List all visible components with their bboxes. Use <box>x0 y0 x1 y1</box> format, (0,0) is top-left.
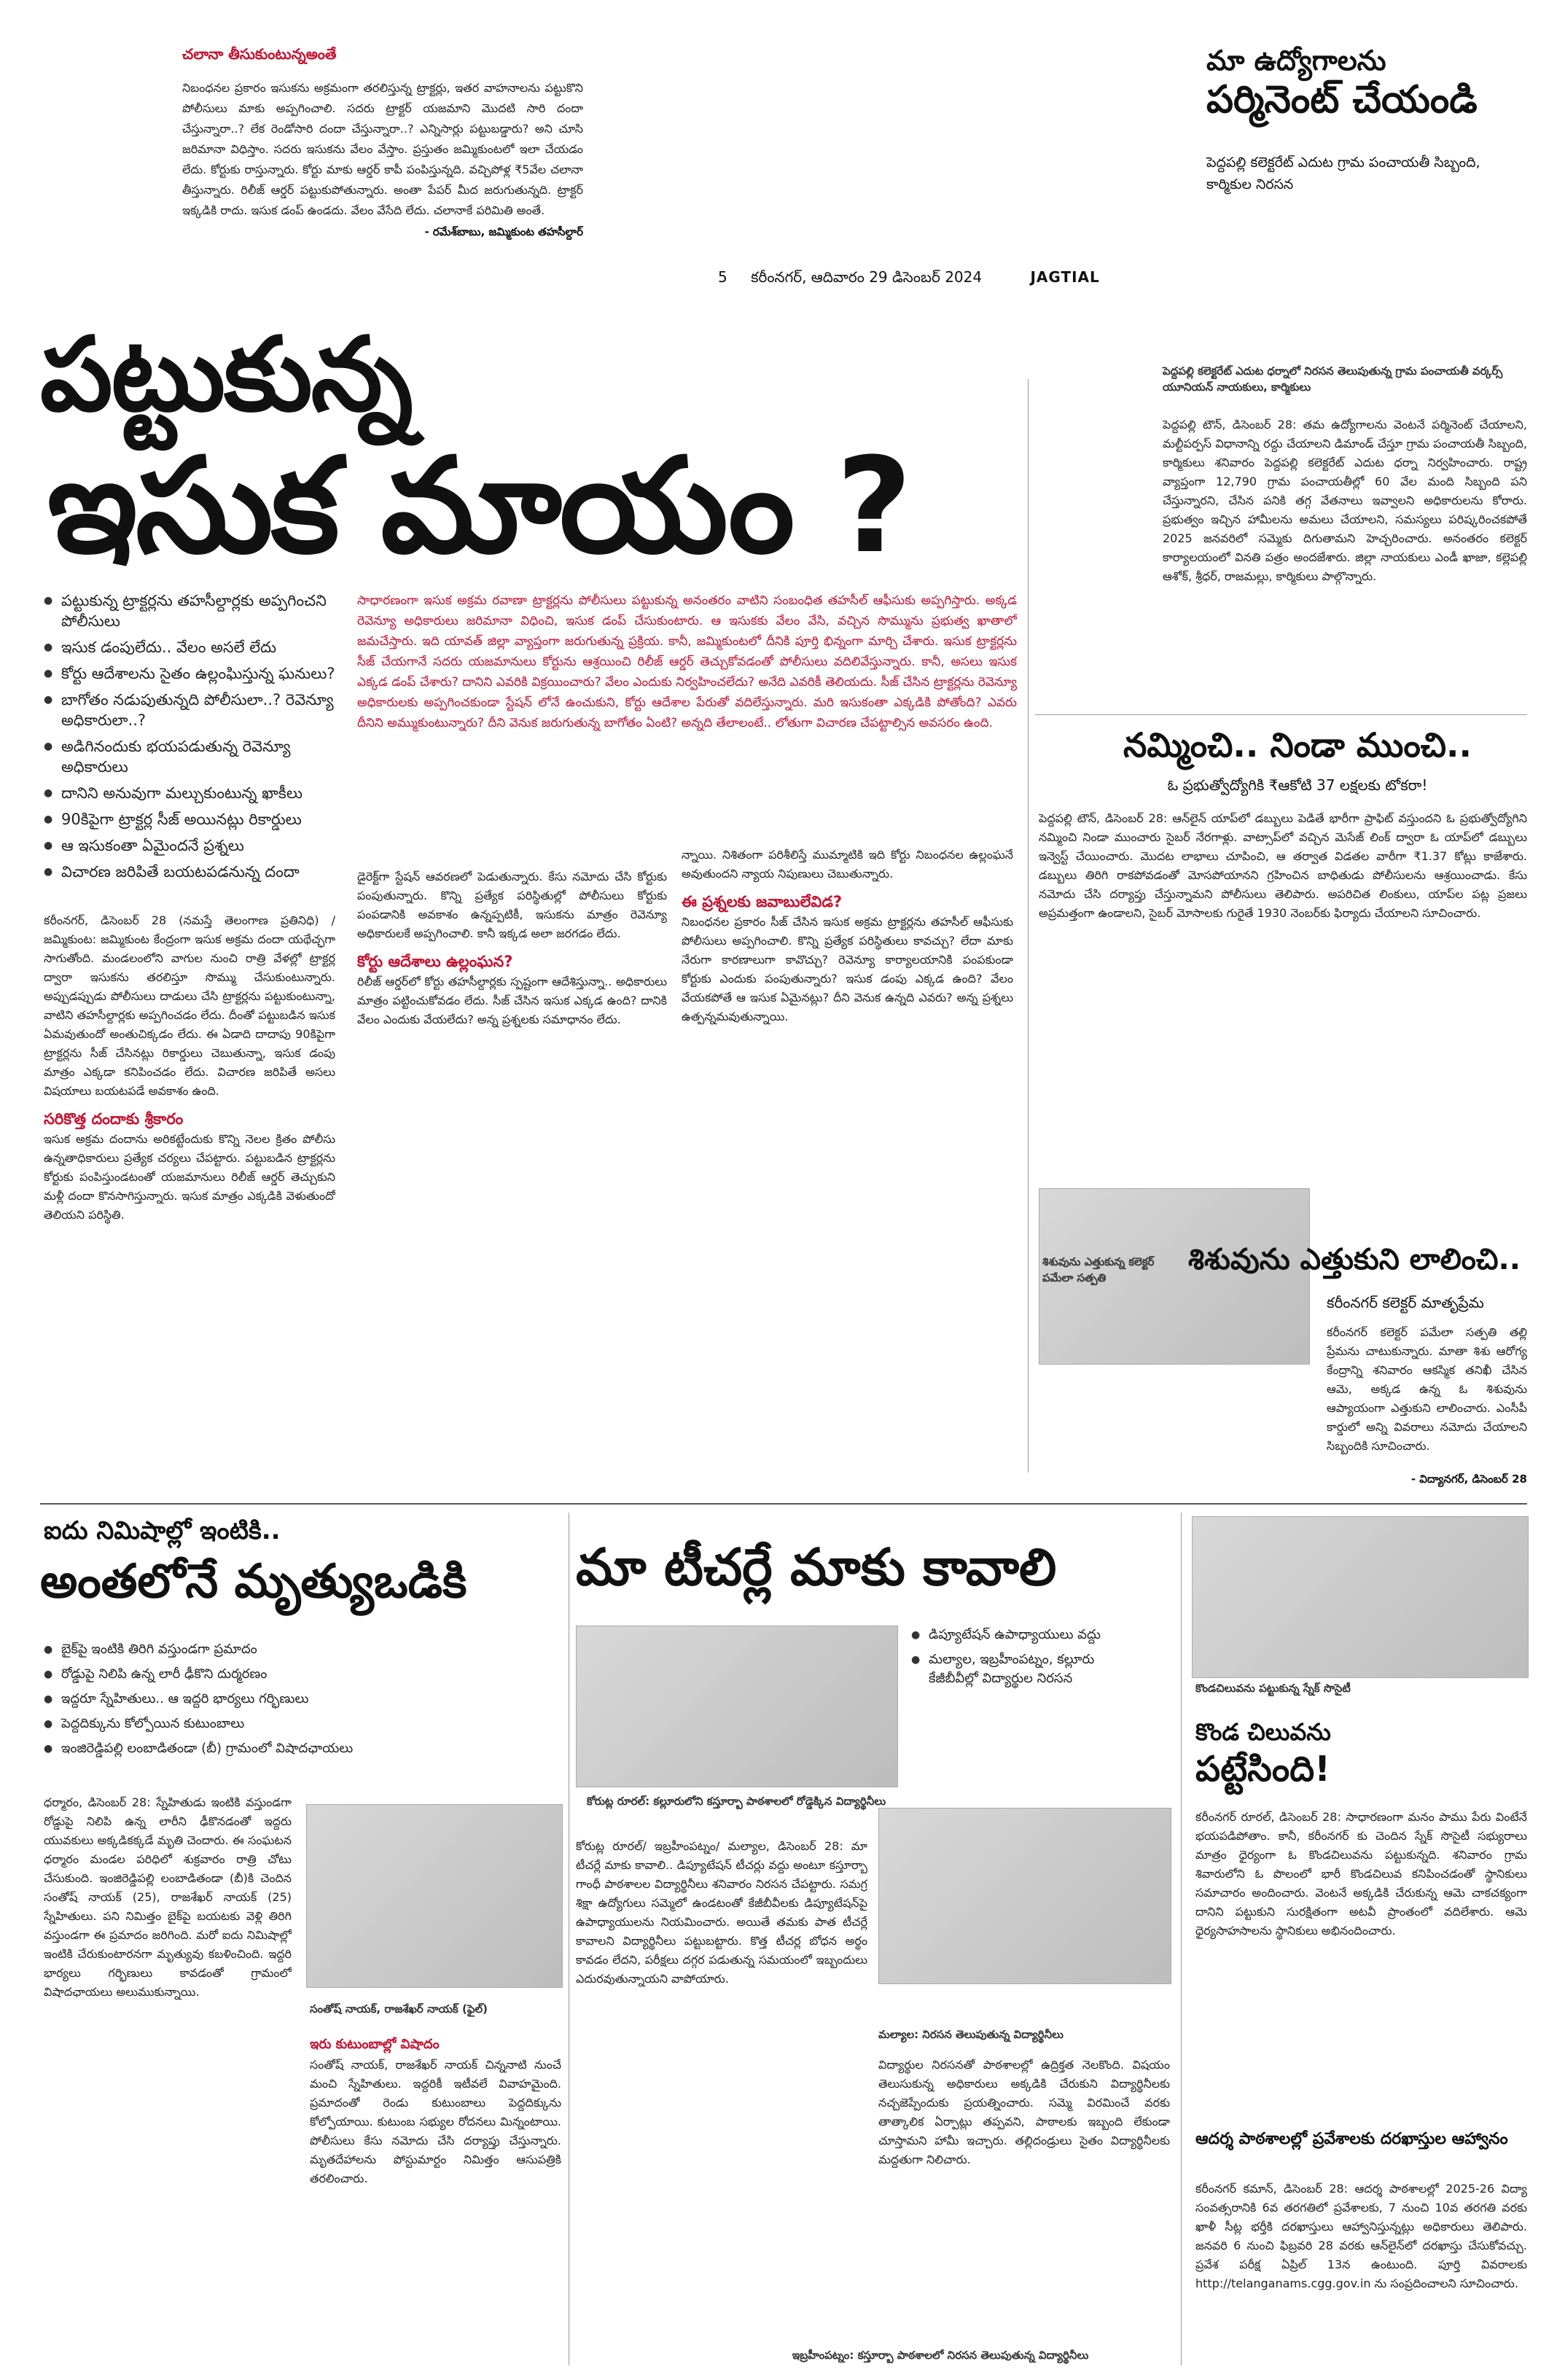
bullet: ● ఇద్దరూ స్నేహితులు.. ఆ ఇద్దరి భార్యలు గర్భిణులు <box>44 1690 561 1709</box>
photo-caption: కొండచిలువను పట్టుకున్న స్నేక్ సొసైటీ <box>1195 1682 1351 1695</box>
namminchi-body: పెద్దపల్లి టౌన్, డిసెంబర్ 28: ఆన్‌లైన్ యాప్‌లో డబ్బులు పెడితే భారీగా ప్రాఫిట్ వస్తుందని ఓ ప్రభుత్వోద్యోగిని నమ్మించి నిండా ముంచారు సైబర్ నేరగాళ్లు. వాట్సాప్‌లో వచ్చిన మెసేజ్ లింక్ ద్వారా ఓ యాప్‌లో డబ్బులు ఇన్వెస్ట్ చేయించారు. మొదట లాభాలు చూపించి, ఆ తర్వాత విడతల వారీగా ₹1.37 కోట్లు కాజేశారు. డబ్బులు తిరిగి రాకపోవడంతో మోసపోయానని గ్రహించిన బాధితుడు పోలీసులను ఆశ్రయించాడు. కేసు నమోదు చేసి దర్యాప్తు చేస్తున్నామని పోలీసులు తెలిపారు. అపరిచిత లింకులు, యాప్‌ల పట్ల ప్రజలు అప్రమత్తంగా ఉండాలని, సైబర్ మోసాలకు గురైతే 1930 నెంబర్‌కు ఫిర్యాదు చేయాలని సూచించారు. <box>1039 811 1527 920</box>
column-text: నిబంధనల ప్రకారం సీజ్ చేసిన ఇసుక అక్రమ ట్రాక్టర్లను తహసీల్ ఆఫీసుకు పోలీసులు అప్పగించాలి. కొన్ని ప్రత్యేక పరిస్థితులు కావచ్చు? లేదా మాకు నేరుగా కారణాలుగా కావొచ్చు? రెవెన్యూ కార్యాలయానికి పంపకుండా కోర్టుకు ఎందుకు పంపుతున్నారు? ఇసుక డంపు ఎక్కడ ఉంది? వేలం వేయకపోతే ఆ ఇసుక ఏమైనట్లు? దీని వెనుక ఉన్నది ఎవరు? అన్న ప్రశ్నలు ఉత్పన్నమవుతున్నాయి. <box>682 915 1013 1023</box>
headline-line-1: కొండ చిలువను <box>1195 1718 1331 1746</box>
bullet: ● బైక్‌పై ఇంటికి తిరిగి వస్తుండగా ప్రమాదం <box>44 1640 561 1659</box>
subhead: సరికొత్త దందాకు శ్రీకారం <box>44 1110 184 1128</box>
victims-photo <box>306 1804 563 1988</box>
photo-caption: సంతోష్ నాయక్, రాజశేఖర్ నాయక్ (ఫైల్) <box>310 2002 488 2016</box>
bullet: ● పెద్దదిక్కును కోల్పోయిన కుటుంబాలు <box>44 1714 561 1733</box>
main-bullets <box>44 590 335 888</box>
headline-line-1: మా ఉద్యోగాలను <box>1206 44 1386 77</box>
bullet: ● విచారణ జరిపితే బయటపడనున్న దందా <box>44 862 335 882</box>
bullet: ● ఆ ఇసుకంతా ఏమైందనే ప్రశ్నలు <box>44 835 335 856</box>
bullet: ● ఇంజిరెడ్డిపల్లి లంబాడితండా (బీ) గ్రామంలో విషాదఛాయలు <box>44 1739 561 1758</box>
bullet: ● పట్టుకున్న ట్రాక్టర్లను తహసీల్దార్లకు అప్పగించని పోలీసులు <box>44 590 335 631</box>
signature: - విద్యానగర్, డిసెంబర్ 28 <box>1410 1472 1527 1486</box>
top-left-quote-box <box>153 45 583 241</box>
signature: - రమేశ్‌బాబు, జమ్మికుంట తహసీల్దార్ <box>424 225 583 238</box>
sishuvu-headline: శిశువును ఎత్తుకుని లాలించి.. <box>1188 1243 1521 1276</box>
photo-caption: శిశువును ఎత్తుకున్న కలెక్టర్ పమేలా సత్పతి <box>1042 1255 1155 1284</box>
students-photo-2 <box>878 1808 1171 1984</box>
main-column-c <box>682 846 1013 1472</box>
teachers-bullets <box>911 1626 1130 1694</box>
photo-caption: మల్యాల: నిరసన తెలుపుతున్న విద్యార్థినీలు <box>878 2028 1064 2041</box>
accident-headline: అంతలోనే మృత్యుఒడికి <box>40 1555 467 1609</box>
accident-kicker: ఐదు నిమిషాల్లో ఇంటికి.. <box>44 1516 281 1545</box>
column-text: ఇసుక అక్రమ దందాను అరికట్టేందుకు కొన్ని నెలల క్రితం పోలీసు ఉన్నతాధికారులు ప్రత్యేక చర్యలు చేపట్టారు. పట్టుబడిన ట్రాక్టర్లను కోర్టుకు పంపిస్తుండటంతో యజమానులు రిలీజ్ ఆర్డర్ తెచ్చుకుని మళ్లీ దందా కొనసాగిస్తున్నారు. ఇసుక మాత్రం ఎక్కడికి వెళుతుందో తెలియని పరిస్థితి. <box>44 1132 335 1222</box>
bullet: ● ఇసుక డంపులేదు.. వేలం అసలే లేదు <box>44 637 335 658</box>
sishuvu-body: కరీంనగర్ కలెక్టర్ పమేలా సత్పతి తల్లి ప్రేమను చాటుకున్నారు. మాతా శిశు ఆరోగ్య కేంద్రాన్ని శనివారం ఆకస్మిక తనిఖీ చేసిన ఆమె, అక్కడ ఉన్న ఓ శిశువును ఆప్యాయంగా ఎత్తుకుని లాలించారు. ఎంసీపీ కార్డులో అన్ని వివరాలు నమోదు చేయాలని సిబ్బందికి సూచించారు. <box>1327 1325 1527 1453</box>
main-column-a <box>44 911 335 1472</box>
adarsha-headline: ఆదర్శ పాఠశాలల్లో ప్రవేశాలకు దరఖాస్తుల ఆహ్వానం <box>1195 2130 1508 2148</box>
headline-big: ఇసుక మాయం ? <box>47 430 910 582</box>
accident-body: ధర్మారం, డిసెంబర్ 28: స్నేహితుడు ఇంటికి వస్తుండగా రోడ్డుపై నిలిపి ఉన్న లారీని ఢీకొనడంతో ఇద్దరు యువకులు అక్కడికక్కడే మృతి చెందారు. ఈ సంఘటన ధర్మారం మండల పరిధిలో శుక్రవారం రాత్రి చోటు చేసుకుంది. ఇంజిరెడ్డిపల్లి లంబాడితండా (బీ)కి చెందిన సంతోష్ నాయక్ (25), రాజశేఖర్ నాయక్ (25) స్నేహితులు. పని నిమిత్తం బైక్‌పై బయటకు వెళ్లి తిరిగి వస్తుండగా ఈ ప్రమాదం జరిగింది. మరో ఐదు నిమిషాల్లో ఇంటికి చేరుకుంటారనగా మృత్యువు కబళించింది. ఇద్దరి భార్యలు గర్భిణులు కావడంతో గ్రామంలో విషాదఛాయలు అలుముకున్నాయి. <box>44 1795 292 1999</box>
column-text: కరీంనగర్, డిసెంబర్ 28 (నమస్తే తెలంగాణ ప్రతినిధి) / జమ్మికుంట: జమ్మికుంట కేంద్రంగా ఇసుక అక్రమ దందా యథేచ్ఛగా సాగుతోంది. మండలంలోని వాగుల నుంచి రాత్రి వేళల్లో ట్రాక్టర్ల ద్వారా ఇసుకను తరలిస్తూ సొమ్ము చేసుకుంటున్నారు. అప్పుడప్పుడు పోలీసులు దాడులు చేసి ట్రాక్టర్లను పట్టుకుంటున్నా, వాటిని తహసీల్దార్లకు అప్పగించడం లేదు. దీంతో పట్టుబడిన ఇసుక ఏమవుతుందో అంతుచిక్కడం లేదు. ఈ ఏడాది దాదాపు 90కిపైగా ట్రాక్టర్లను సీజ్ చేసినట్లు రికార్డులు చెబుతున్నా, ఇసుక డంపు మాత్రం ఎక్కడా కనిపించడం లేదు. విచారణ జరిపితే అసలు విషయాలు బయటపడే అవకాశం ఉంది. <box>44 913 335 1098</box>
headline-small: పట్టుకున్న <box>40 316 412 434</box>
photo-caption: కోరుట్ల రూరల్: కల్లూరులోని కస్తూర్బా పాఠశాలలో రోడ్డెక్కిన విద్యార్థినీలు <box>586 1795 886 1808</box>
subhead: కోర్టు ఆదేశాలు ఉల్లంఘన? <box>357 953 513 970</box>
edition: JAGTIAL <box>1030 268 1100 286</box>
namminchi-headline: నమ్మించి.. నిండా ముంచి.. <box>1123 725 1472 765</box>
bottom-caption: ఇబ్రహీంపట్నం: కస్తూర్బా పాఠశాలలో నిరసన తెలుపుతున్న విద్యార్థినీలు <box>792 2349 1089 2362</box>
main-column-b <box>357 867 667 1472</box>
permanent-story-body: పెద్దపల్లి టౌన్, డిసెంబర్ 28: తమ ఉద్యోగాలను వెంటనే పర్మినెంట్ చేయాలని, మల్టీపర్పస్ విధానాన్ని రద్దు చేయాలని డిమాండ్ చేస్తూ గ్రామ పంచాయతీ సిబ్బంది, కార్మికులు శనివారం పెద్దపల్లి కలెక్టరేట్ ఎదుట ధర్నా నిర్వహించారు. రాష్ట్ర వ్యాప్తంగా 12,790 గ్రామ పంచాయతీల్లో 60 వేల మంది సిబ్బంది పని చేస్తున్నారని, చేసిన పనికి తగ్గ వేతనాలు ఇవ్వాలని అధికారులను కోరారు. ప్రభుత్వం ఇచ్చిన హామీలను అమలు చేయాలని, సమస్యలు పరిష్కరించకపోతే 2025 జనవరిలో సమ్మెకు దిగుతామని హెచ్చరించారు. అనంతరం కలెక్టర్ కార్యాలయంలో వినతి పత్రం అందజేశారు. జిల్లా నాయకులు ఎండీ ఖాజా, కల్లెపల్లి ఆశోక్, శ్రీధర్, రాజమల్లు, కార్మికులు పాల్గొన్నారు. <box>1163 418 1527 583</box>
page-number: 5 <box>718 268 727 286</box>
bullet: ● 90కిపైగా ట్రాక్టర్ల సీజ్ అయినట్లు రికార్డులు <box>44 809 335 830</box>
subhead: ఇరు కుటుంబాల్లో విషాదం <box>310 2037 440 2052</box>
bullet: ● అడిగినందుకు భయపడుతున్న రెవెన్యూ అధికారులు <box>44 736 335 777</box>
bullet: ● దానిని అనువుగా మల్చుకుంటున్న ఖాకీలు <box>44 783 335 803</box>
konda-headline <box>1195 1717 1523 1791</box>
photo-caption: పెద్దపల్లి కలెక్టరేట్ ఎదుట ధర్నాలో నిరసన తెలుపుతున్న గ్రామ పంచాయతీ వర్కర్స్ యూనియన్ నాయకులు, కార్మికులు <box>1163 364 1503 394</box>
kicker: చలానా తీసుకుంటున్నఅంతే <box>182 45 337 63</box>
headline-line-2: పట్టేసింది! <box>1195 1749 1330 1790</box>
red-summary-box: సాధారణంగా ఇసుక అక్రమ రవాణా ట్రాక్టర్లను పోలీసులు పట్టుకున్న అనంతరం వాటిని సంబంధిత తహసీల్ ఆఫీసుకు అప్పగిస్తారు. అక్కడ రెవెన్యూ అధికారులు జరిమానా విధించి, ఇసుక డంప్ చేసుకుంటారు. ఆ ఇసుకకు వేలం వేసి, వచ్చిన సొమ్మును ప్రభుత్వ ఖాతాలో జమచేస్తారు. ఇది యావత్ జిల్లా వ్యాప్తంగా జరుగుతున్న ప్రక్రియ. కానీ, జమ్మికుంటలో దీనికి పూర్తి భిన్నంగా మార్చి చేశారు. ఇసుక ట్రాక్టర్లను సీజ్ చేయగానే సదరు యజమానులు కోర్టును ఆశ్రయించి రిలీజ్ ఆర్డర్ తెచ్చుకోవడంతో పోలీసులు వదిలివేస్తున్నారు. కానీ, అసలు ఇసుక ఎక్కడ డంప్ చేశారు? దానిని ఎవరికి విక్రయించారు? వేలం ఎందుకు నిర్వహించలేదు? అనేది ఎవరికీ తెలియదు. సీజ్ చేసిన ట్రాక్టర్లను రెవెన్యూ అధికారులకు అప్పగించకుండా స్టేషన్ లోనే ఉంచుకుని, కోర్టు ఆదేశాల పేరుతో వదిలేస్తున్నారు. మరి ఇసుకంతా ఎక్కడికి పోతోంది? ఎవరు దీనిని అమ్ముకుంటున్నారు? దీని వెనుక జరుగుతున్న బాగోతం ఏంటి? అన్నది తేలాలంటే.. లోతుగా విచారణ చేపట్టాల్సిన అవసరం ఉంది. <box>357 593 1017 730</box>
deck: పెద్దపల్లి కలెక్టరేట్ ఎదుట గ్రామ పంచాయతీ సిబ్బంది, కార్మికుల నిరసన <box>1206 155 1480 192</box>
accident-body-2: సంతోష్ నాయక్, రాజశేఖర్ నాయక్ చిన్ననాటి నుంచే మంచి స్నేహితులు. ఇద్దరికీ ఇటీవలే వివాహమైంది. ప్రమాదంతో రెండు కుటుంబాలు పెద్దదిక్కును కోల్పోయాయి. కుటుంబ సభ్యుల రోదనలు మిన్నంటాయి. పోలీసులు కేసు నమోదు చేసి దర్యాప్తు చేస్తున్నారు. మృతదేహాలను పోస్టుమార్టం నిమిత్తం ఆసుపత్రికి తరలించారు. <box>310 2058 561 2185</box>
subhead: ఈ ప్రశ్నలకు జవాబులేవిడ? <box>682 893 843 910</box>
dateline: కరీంనగర్, ఆదివారం 29 డిసెంబర్ 2024 <box>751 268 983 286</box>
quote-body: నిబంధనల ప్రకారం ఇసుకను అక్రమంగా తరలిస్తున్న ట్రాక్టర్లు, ఇతర వాహనాలను పట్టుకొని పోలీసులు మాకు అప్పగించాలి. సదరు ట్రాక్టర్ యజమాని మొదటి సారి దందా చేస్తున్నారా..? లేక రెండోసారి దందా చేస్తున్నారా..? ఎన్నిసార్లు పట్టుబడ్డారు? అని చూసి జరిమానా విధిస్తాం. సదరు ఇసుకను వేలం వేస్తాం. ప్రస్తుతం జమ్మికుంటలో ఇలా చేయడం లేదు. కోర్టుకు రాస్తున్నారు. కోర్టు మాకు ఆర్డర్ కాపీ పంపిస్తున్నది. వచ్చిపోళ్ల ₹5వేల చలానా తీస్తున్నారు. రిలీజ్ ఆర్డర్ పట్టుకుపోతున్నారు. అంతా పేపర్ మీద జరుగుతున్నది. ట్రాక్టర్ ఇక్కడికి రాదు. ఇసుక డంప్ ఉండదు. వేలం వేసేది లేదు. చలానాకే పరిమితి అంతే. <box>182 81 583 217</box>
teachers-body-2: విద్యార్థుల నిరసనతో పాఠశాలల్లో ఉద్రిక్తత నెలకొంది. విషయం తెలుసుకున్న అధికారులు అక్కడికి చేరుకుని విద్యార్థినీలకు నచ్చజెప్పేందుకు ప్రయత్నించారు. సమ్మె విరమించే వరకు తాత్కాలిక ఏర్పాట్లు తప్పవని, పాఠాలకు ఇబ్బంది లేకుండా చూస్తామని హామీ ఇచ్చారు. తల్లిదండ్రులు సైతం విద్యార్థినీలకు మద్దతుగా నిలిచారు. <box>878 2058 1170 2166</box>
headline-line-2: పర్మినెంట్ చేయండి <box>1206 78 1478 122</box>
column-text: రిలీజ్ ఆర్డర్‌లో కోర్టు తహసీల్దార్లకు స్పష్టంగా ఆదేశిస్తున్నా.. అధికారులు మాత్రం పట్టించుకోవడం లేదు. సీజ్ చేసిన ఇసుక ఎక్కడ ఉంది? దానికి వేలం ఎందుకు వేయలేదు? అన్న ప్రశ్నలకు సమాధానం లేదు. <box>357 975 667 1026</box>
bullet: ● కోర్టు ఆదేశాలను సైతం ఉల్లంఘిస్తున్న ఘనులు? <box>44 663 335 684</box>
namminchi-deck: ఓ ప్రభుత్వోద్యోగికి ₹ఆకోటి 37 లక్షలకు టోకరా! <box>1167 776 1428 794</box>
konda-body: కరీంనగర్ రూరల్, డిసెంబర్ 28: సాధారణంగా మనం పాము పేరు వింటేనే భయపడిపోతాం. కానీ, కరీంనగర్ కు చెందిన స్నేక్ సొసైటీ సభ్యురాలు మాత్రం ధైర్యంగా ఓ కొండచిలువను పట్టుకున్నది. శనివారం గ్రామ శివారులోని ఓ పొలంలో భారీ కొండచిలువ కనిపించడంతో స్థానికులు సమాచారం అందించారు. వెంటనే అక్కడికి చేరుకున్న ఆమె చాకచక్యంగా దానిని పట్టుకుని సురక్షితంగా అటవీ ప్రాంతంలో వదిలేశారు. ఆమె ధైర్యసాహసాలను స్థానికులు అభినందించారు. <box>1195 1810 1527 1938</box>
accident-bullets <box>44 1640 561 1764</box>
students-photo-1 <box>576 1626 898 1787</box>
bullet: ● డిప్యూటేషన్ ఉపాధ్యాయులు వద్దు <box>911 1626 1130 1644</box>
teachers-headline: మా టీచర్లే మాకు కావాలి <box>576 1537 1057 1597</box>
column-text: డైరెక్ట్‌గా స్టేషన్ ఆవరణలో పెడుతున్నారు. కేసు నమోదు చేసి కోర్టుకు పంపుతున్నారు. కొన్ని ప్రత్యేక పరిస్థితుల్లో పోలీసులు కోర్టుకు పంపడానికి అవకాశం ఉన్నప్పటికీ, ఇసుకను మాత్రం రెవెన్యూ అధికారులకే అప్పగించాలి. కానీ ఇక్కడ అలా జరగడం లేదు. <box>357 870 667 940</box>
teachers-body: కోరుట్ల రూరల్/ ఇబ్రహీంపట్నం/ మల్యాల, డిసెంబర్ 28: మా టీచర్లే మాకు కావాలి.. డిప్యూటేషన్ టీచర్లు వద్దు అంటూ కస్తూర్బా గాంధీ పాఠశాలల విద్యార్థినీలు శనివారం నిరసన చేపట్టారు. సమగ్ర శిక్షా ఉద్యోగులు సమ్మెలో ఉండటంతో కేజీబీవీలకు డిప్యూటేషన్‌పై ఉపాధ్యాయులను నియమించారు. అయితే తమకు పాత టీచర్లే కావాలని విద్యార్థినీలు పట్టుబట్టారు. కొత్త టీచర్ల బోధన అర్థం కావడం లేదని, పరీక్షలు దగ్గర పడుతున్న సమయంలో ఇబ్బందులు ఎదురవుతున్నాయని వాపోయారు. <box>576 1839 867 1986</box>
snake-photo <box>1192 1516 1529 1678</box>
adarsha-body: కరీంనగర్ కమాన్, డిసెంబర్ 28: ఆదర్శ పాఠశాలల్లో 2025-26 విద్యా సంవత్సరానికి 6వ తరగతిలో ప్రవేశాలకు, 7 నుంచి 10వ తరగతి వరకు ఖాళీ సీట్ల భర్తీకి దరఖాస్తులు ఆహ్వానిస్తున్నట్లు అధికారులు తెలిపారు. జనవరి 6 నుంచి ఫిబ్రవరి 28 వరకు ఆన్‌లైన్‌లో దరఖాస్తు చేసుకోవచ్చు. ప్రవేశ పరీక్ష ఏప్రిల్ 13న ఉంటుంది. పూర్తి వివరాలకు http://telanganams.cgg.gov.in ను సంప్రదించాలని సూచించారు. <box>1195 2182 1527 2290</box>
bullet: ● మల్యాల, ఇబ్రహీంపట్నం, కల్లూరు కేజీబీవీల్లో విద్యార్థుల నిరసన <box>911 1650 1130 1688</box>
column-text: న్నాయి. నిశితంగా పరిశీలిస్తే ముమ్మాటికి ఇది కోర్టు నిబంధనల ఉల్లంఘనే అవుతుందని న్యాయ నిపుణులు చెబుతున్నారు. <box>682 848 1013 881</box>
permanent-story-head <box>1206 44 1527 195</box>
bullet: ● రోడ్డుపై నిలిపి ఉన్న లారీ ఢీకొని దుర్మరణం <box>44 1665 561 1684</box>
masthead <box>718 268 1126 289</box>
bullet: ● బాగోతం నడుపుతున్నది పోలీసులా..? రెవెన్యూ అధికారులా..? <box>44 690 335 730</box>
sishuvu-deck: కరీంనగర్ కలెక్టర్ మాతృప్రేమ <box>1327 1294 1484 1311</box>
